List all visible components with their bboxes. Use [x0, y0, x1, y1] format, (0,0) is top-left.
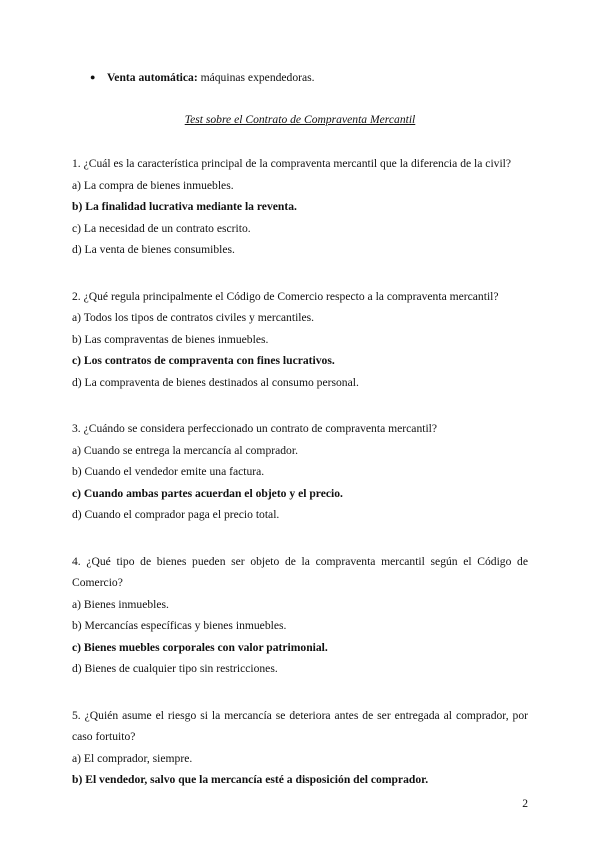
- answer-option: a) Todos los tipos de contratos civiles y mercantiles.: [72, 311, 315, 324]
- answer-option-correct: c) Cuando ambas partes acuerdan el objeto y el precio.: [72, 486, 343, 500]
- answer-option: b) Cuando el vendedor emite una factura.: [72, 465, 265, 478]
- question-text: 2. ¿Qué regula principalmente el Código de Comercio respecto a la compraventa mercantil?: [72, 289, 499, 303]
- question-block: [72, 153, 528, 261]
- answer-option-correct: c) Los contratos de compraventa con fines lucrativos.: [72, 354, 335, 367]
- section-title: Test sobre el Contrato de Compraventa Mercantil: [184, 113, 416, 126]
- answer-option-correct: b) El vendedor, salvo que la mercancía esté a disposición del comprador.: [72, 773, 429, 786]
- answer-option: d) La venta de bienes consumibles.: [72, 243, 235, 256]
- answer-option: a) El comprador, siempre.: [72, 751, 193, 765]
- answer-option: c) La necesidad de un contrato escrito.: [72, 221, 251, 235]
- answer-option: a) Cuando se entrega la mercancía al comprador.: [72, 443, 298, 457]
- question-block: [72, 418, 528, 526]
- question-text: 1. ¿Cuál es la característica principal de la compraventa mercantil que la diferencia de la civil?: [72, 157, 512, 170]
- answer-option-correct: c) Bienes muebles corporales con valor patrimonial.: [72, 640, 328, 654]
- question-block: [72, 705, 528, 791]
- bullet-item: [90, 71, 315, 84]
- question-text: 4. ¿Qué tipo de bienes pueden ser objeto de la compraventa mercantil según el Código de Comercio?: [72, 554, 528, 589]
- answer-option: a) Bienes inmuebles.: [72, 597, 169, 611]
- question-block: [72, 551, 528, 680]
- answer-option: b) Mercancías específicas y bienes inmuebles.: [72, 619, 287, 632]
- question-list: [72, 153, 528, 816]
- bullet-text: máquinas expendedoras.: [197, 71, 315, 84]
- answer-option-correct: b) La finalidad lucrativa mediante la reventa.: [72, 200, 297, 213]
- answer-option: a) La compra de bienes inmuebles.: [72, 178, 234, 192]
- answer-option: d) Cuando el comprador paga el precio total.: [72, 508, 280, 521]
- page-number: 2: [522, 797, 528, 810]
- answer-option: b) Las compraventas de bienes inmuebles.: [72, 332, 269, 346]
- answer-option: d) Bienes de cualquier tipo sin restricciones.: [72, 662, 278, 675]
- question-block: [72, 286, 528, 394]
- answer-option: d) La compraventa de bienes destinados al consumo personal.: [72, 375, 359, 389]
- bullet-dot-icon: ●: [90, 72, 96, 82]
- question-text: 3. ¿Cuándo se considera perfeccionado un contrato de compraventa mercantil?: [72, 422, 438, 435]
- bullet-term: Venta automática:: [107, 71, 198, 84]
- question-text: 5. ¿Quién asume el riesgo si la mercancía se deteriora antes de ser entregada al comprador, por caso fortuito?: [72, 708, 528, 743]
